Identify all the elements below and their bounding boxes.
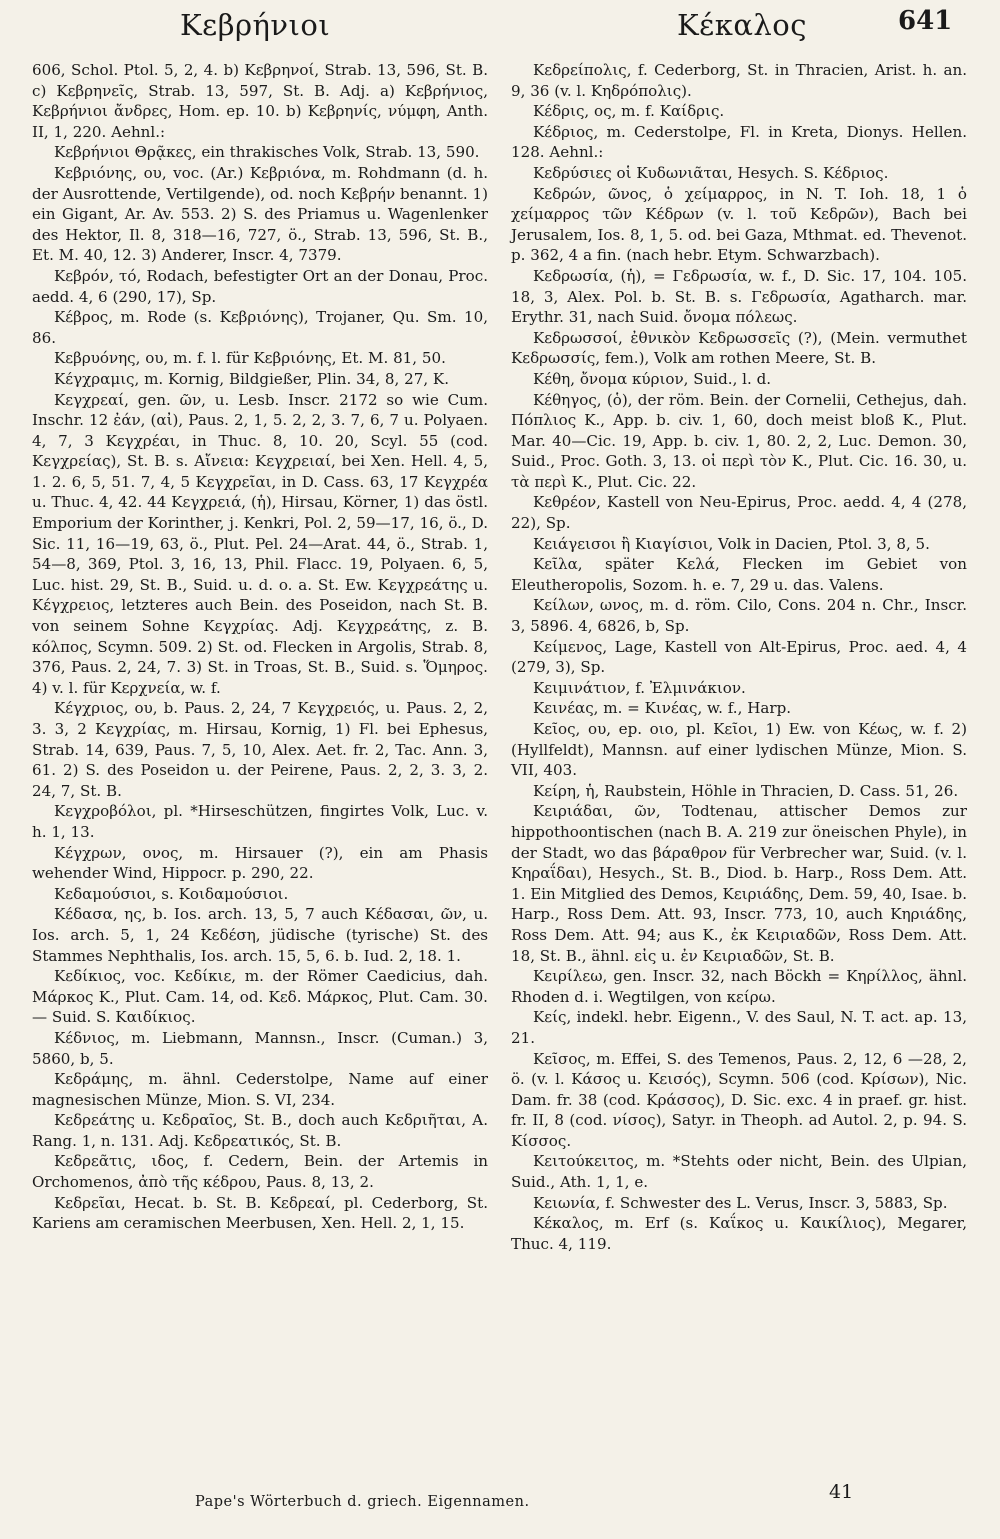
dictionary-entry: Κέκαλος, m. Erf (s. Καΐκος u. Καικίλιος), Megarer, Thuc. 4, 119.: [511, 1214, 967, 1253]
dictionary-entry: Κεῖος, ου, ep. οιο, pl. Κεῖοι, 1) Ew. von Κέως, w. f. 2) (Hyllfeldt), Mannsn. auf einer lydischen Münze, Mion. S. VII, 403.: [511, 720, 967, 780]
dictionary-entry: Κεῖλα, später Κελά, Flecken im Gebiet von Eleutheropolis, Sozom. h. e. 7, 29 u. das. Valens.: [511, 555, 967, 594]
dictionary-entry: Κέγχραμις, m. Kornig, Bildgießer, Plin. 34, 8, 27, K.: [54, 369, 449, 388]
left-column: [32, 60, 488, 1234]
dictionary-entry: Κεθρέον, Kastell von Neu-Epirus, Proc. aedd. 4, 4 (278, 22), Sp.: [511, 493, 967, 533]
dictionary-entry: Κέδνιος, m. Liebmann, Mannsn., Inscr. (Cuman.) 3, 5860, b, 5.: [32, 1028, 488, 1068]
dictionary-entry: Κείρη, ἡ, Raubstein, Höhle in Thracien, D. Cass. 51, 26.: [533, 781, 959, 800]
dictionary-entry: 606, Schol. Ptol. 5, 2, 4. b) Κεβρηνοί, Strab. 13, 596, St. B. c) Κεβρηνεῖς, Strab. 13, 597, St. B. Adj. a) Κεβρήνιος, Κεβρήνιοι ἄνδρες, Hom. ep. 10. b) Κεβρηνίς, νύμφη, Anth. II, 1, 220. Aehnl.:: [32, 61, 488, 141]
dictionary-entry: Κέγχρων, ονος, m. Hirsauer (?), ein am Phasis wehender Wind, Hippocr. p. 290, 22.: [32, 843, 488, 883]
dictionary-entry: Κειωνία, f. Schwester des L. Verus, Inscr. 3, 5883, Sp.: [533, 1193, 948, 1212]
dictionary-entry: Κεβρόν, τό, Rodach, befestigter Ort an der Donau, Proc. aedd. 4, 6 (290, 17), Sp.: [32, 266, 488, 306]
dictionary-entry: Κεδρωσσοί, ἐθνικὸν Κεδρωσσεῖς (?), (Mein. vermuthet Κεδρωσσίς, fem.), Volk am rothen Meere, St. B.: [511, 328, 967, 368]
dictionary-entry: Κεινέας, m. = Κινέας, w. f., Harp.: [533, 699, 792, 718]
dictionary-entry: Κεγχροβόλοι, pl. *Hirseschützen, fingirtes Volk, Luc. v. h. 1, 13.: [32, 802, 488, 841]
dictionary-entry: Κείλων, ωνος, m. d. röm. Cilo, Cons. 204 n. Chr., Inscr. 3, 5896. 4, 6826, b, Sp.: [511, 596, 967, 636]
dictionary-entry: Κεδίκιος, voc. Κεδίκιε, m. der Römer Caedicius, dah. Μάρκος Κ., Plut. Cam. 14, od. Κεδ. Μάρκος, Plut. Cam. 30. — Suid. S. Καιδίκιος.: [32, 967, 488, 1027]
running-head-right: Κέκαλος: [677, 8, 807, 42]
dictionary-entry: Κεδρείπολις, f. Cederborg, St. in Thracien, Arist. h. an. 9, 36 (v. l. Κηδρόπολις).: [511, 61, 967, 100]
dictionary-entry: Κεδρωσία, (ἡ), = Γεδρωσία, w. f., D. Sic. 17, 104. 105. 18, 3, Alex. Pol. b. St. B. s. Γεδρωσία, Agatharch. mar. Erythr. 31, nach Suid. ὄνομα πόλεως.: [511, 266, 967, 327]
dictionary-entry: Κειάγεισοι ἢ Κιαγίσιοι, Volk in Dacien, Ptol. 3, 8, 5.: [533, 534, 930, 553]
dictionary-entry: Κειρίλεω, gen. Inscr. 32, nach Böckh = Κηρίλλος, ähnl. Rhoden d. i. Wegtilgen, von κείρω.: [511, 967, 967, 1006]
page-number: 641: [898, 6, 953, 36]
dictionary-entry: Κεδρεῖαι, Hecat. b. St. B. Κεδρεαί, pl. Cederborg, St. Kariens am ceramischen Meerbusen, Xen. Hell. 2, 1, 15.: [32, 1193, 488, 1233]
dictionary-entry: Κεδρεάτης u. Κεδραῖος, St. B., doch auch Κεδριῆται, A. Rang. 1, n. 131. Adj. Κεδρεατικός, St. B.: [32, 1111, 488, 1150]
dictionary-entry: Κέβρος, m. Rode (s. Κεβριόνης), Trojaner, Qu. Sm. 10, 86.: [32, 308, 488, 347]
running-head-left: Κεβρήνιοι: [180, 8, 331, 42]
dictionary-entry: Κέδρις, ος, m. f. Καίδρις.: [533, 102, 725, 121]
dictionary-entry: Κεβριόνης, ου, voc. (Ar.) Κεβριόνα, m. Rohdmann (d. h. der Ausrottende, Vertilgende), od. noch Κεβρήν benannt. 1) ein Gigant, Ar. Av. 553. 2) S. des Priamus u. Wagenlenker des Hektor, Il. 8, 318—16, 727, ö., Strab. 13, 596, St. B., Et. M. 40, 12. 3) Anderer, Inscr. 4, 7379.: [32, 163, 488, 265]
dictionary-entry: Κείμενος, Lage, Kastell von Alt-Epirus, Proc. aed. 4, 4 (279, 3), Sp.: [511, 637, 967, 677]
dictionary-entry: Κεδρών, ῶνος, ὁ χείμαρρος, in N. T. Ioh. 18, 1 ὁ χείμαρρος τῶν Κέδρων (v. l. τοῦ Κεδρῶν), Bach bei Jerusalem, Ios. 8, 1, 5. od. bei Gaza, Mthmat. ed. Thevenot. p. 362, 4 a fin. (nach hebr. Etym. Schwarzbach).: [511, 184, 967, 265]
dictionary-entry: Κεβρυόνης, ου, m. f. l. für Κεβριόνης, Et. M. 81, 50.: [54, 349, 446, 368]
dictionary-entry: Κέγχριος, ου, b. Paus. 2, 24, 7 Κεγχρειός, u. Paus. 2, 2, 3. 3, 2 Κεγχρίας, m. Hirsau, Kornig, 1) Fl. bei Ephesus, Strab. 14, 639, Paus. 7, 5, 10, Alex. Aet. fr. 2, Tac. Ann. 3, 61. 2) S. des Poseidon u. der Peirene, Paus. 2, 2, 3. 3, 2. 24, 7, St. B.: [32, 699, 488, 800]
dictionary-entry: Κεδρύσιες οἱ Κυδωνιᾶται, Hesych. S. Κέδριος.: [533, 163, 889, 182]
dictionary-entry: Κεγχρεαί, gen. ῶν, u. Lesb. Inscr. 2172 so wie Cum. Inschr. 12 ἐάν, (αἰ), Paus. 2, 1, 5. 2, 2, 3. 7, 6, 7 u. Polyaen. 4, 7, 3 Κεγχρέαι, in Thuc. 8, 10. 20, Scyl. 55 (cod. Κεγχρείας), St. B. s. Αἴνεια: Κεγχρειαί, bei Xen. Hell. 4, 5, 1. 2. 6, 5, 51. 7, 4, 5 Κεγχρεῖαι, in D. Cass. 63, 17 Κεγχρέα u. Thuc. 4, 42. 44 Κεγχρειά, (ἡ), Hirsau, Körner, 1) das östl. Emporium der Korinther, j. Kenkri, Pol. 2, 59—17, 16, ö., D. Sic. 11, 16—19, 63, ö., Plut. Pel. 24—Arat. 44, ö., Strab. 1, 54—8, 369, Ptol. 3, 16, 13, Phil. Flacc. 19, Polyaen. 6, 5, Luc. hist. 29, St. B., Suid. u. d. o. a. St. Ew. Κεγχρεάτης u. Κέγχρειος, letzteres auch Bein. des Poseidon, nach St. B. von seinem Sohne Κεγχρίας. Adj. Κεγχρεάτης, z. B. κόλπος, Scymn. 509. 2) St. od. Flecken in Argolis, Strab. 8, 376, Paus. 2, 24, 7. 3) St. in Troas, St. B., Suid. s. Ὅμηρος. 4) v. l. für Κερχνεία, w. f.: [32, 390, 488, 697]
dictionary-entry: Κέδριος, m. Cederstolpe, Fl. in Kreta, Dionys. Hellen. 128. Aehnl.:: [511, 122, 967, 162]
dictionary-entry: Κέδασα, ης, b. Ios. arch. 13, 5, 7 auch Κέδασαι, ῶν, u. Ios. arch. 5, 1, 24 Κεδέση, jüdische (tyrische) St. des Stammes Nephthalis, Ios. arch. 15, 5, 6. b. Iud. 2, 18. 1.: [32, 905, 488, 965]
dictionary-entry: Κειριάδαι, ῶν, Todtenau, attischer Demos zur hippothoontischen (nach B. A. 219 zur öneischen Phyle), in der Stadt, wo das βάραθρον für Verbrecher war, Suid. (v. l. Κηραΐδαι), Hesych., St. B., Diod. b. Harp., Ross Dem. Att. 1. Ein Mitglied des Demos, Κειριάδης, Dem. 59, 40, Isae. b. Harp., Ross Dem. Att. 93, Inscr. 773, 10, auch Κηριάδης, Ross Dem. Att. 94; aus K., ἐκ Κειριαδῶν, Ross Dem. Att. 18, St. B., ähnl. εἰς u. ἐν Κειριαδῶν, St. B.: [511, 802, 967, 965]
dictionary-entry: Κειμινάτιον, f. Ἐλμινάκιον.: [533, 678, 746, 697]
dictionary-entry: Κεδράμης, m. ähnl. Cederstolpe, Name auf einer magnesischen Münze, Mion. S. VI, 234.: [32, 1070, 488, 1109]
footer-source: Pape's Wörterbuch d. griech. Eigennamen.: [195, 1494, 530, 1510]
dictionary-entry: Κείς, indekl. hebr. Eigenn., V. des Saul, N. T. act. ap. 13, 21.: [511, 1008, 967, 1047]
dictionary-entry: Κεδαμούσιοι, s. Κοιδαμούσιοι.: [54, 884, 289, 903]
dictionary-entry: Κέθηγος, (ὁ), der röm. Bein. der Cornelii, Cethejus, dah. Πόπλιος Κ., App. b. civ. 1, 60, doch meist bloß Κ., Plut. Mar. 40—Cic. 19, App. b. civ. 1, 80. 2, 2, Luc. Demon. 30, Suid., Proc. Goth. 3, 13. οἱ περὶ τὸν Κ., Plut. Cic. 16. 30, u. τὰ περὶ Κ., Plut. Cic. 22.: [511, 390, 967, 491]
dictionary-entry: Κεβρήνιοι Θρᾷκες, ein thrakisches Volk, Strab. 13, 590.: [54, 143, 480, 162]
right-column: [511, 60, 967, 1254]
signature-number: 41: [829, 1481, 854, 1503]
dictionary-entry: Κεδρεᾶτις, ιδος, f. Cedern, Bein. der Artemis in Orchomenos, ἀπὸ τῆς κέδρου, Paus. 8, 13, 2.: [32, 1152, 488, 1192]
dictionary-entry: Κέθη, ὄνομα κύριον, Suid., l. d.: [533, 369, 772, 388]
dictionary-entry: Κειτούκειτος, m. *Stehts oder nicht, Bein. des Ulpian, Suid., Ath. 1, 1, e.: [511, 1152, 967, 1192]
dictionary-entry: Κεῖσος, m. Effei, S. des Temenos, Paus. 2, 12, 6 —28, 2, ö. (v. l. Κάσος u. Κεισός), Scymn. 506 (cod. Κρίσων), Nic. Dam. fr. 38 (cod. Κράσσος), D. Sic. exc. 4 in praef. gr. hist. fr. II, 8 (cod. νίσος), Satyr. in Theoph. ad Autol. 2, p. 94. S. Κίσσος.: [511, 1049, 967, 1150]
